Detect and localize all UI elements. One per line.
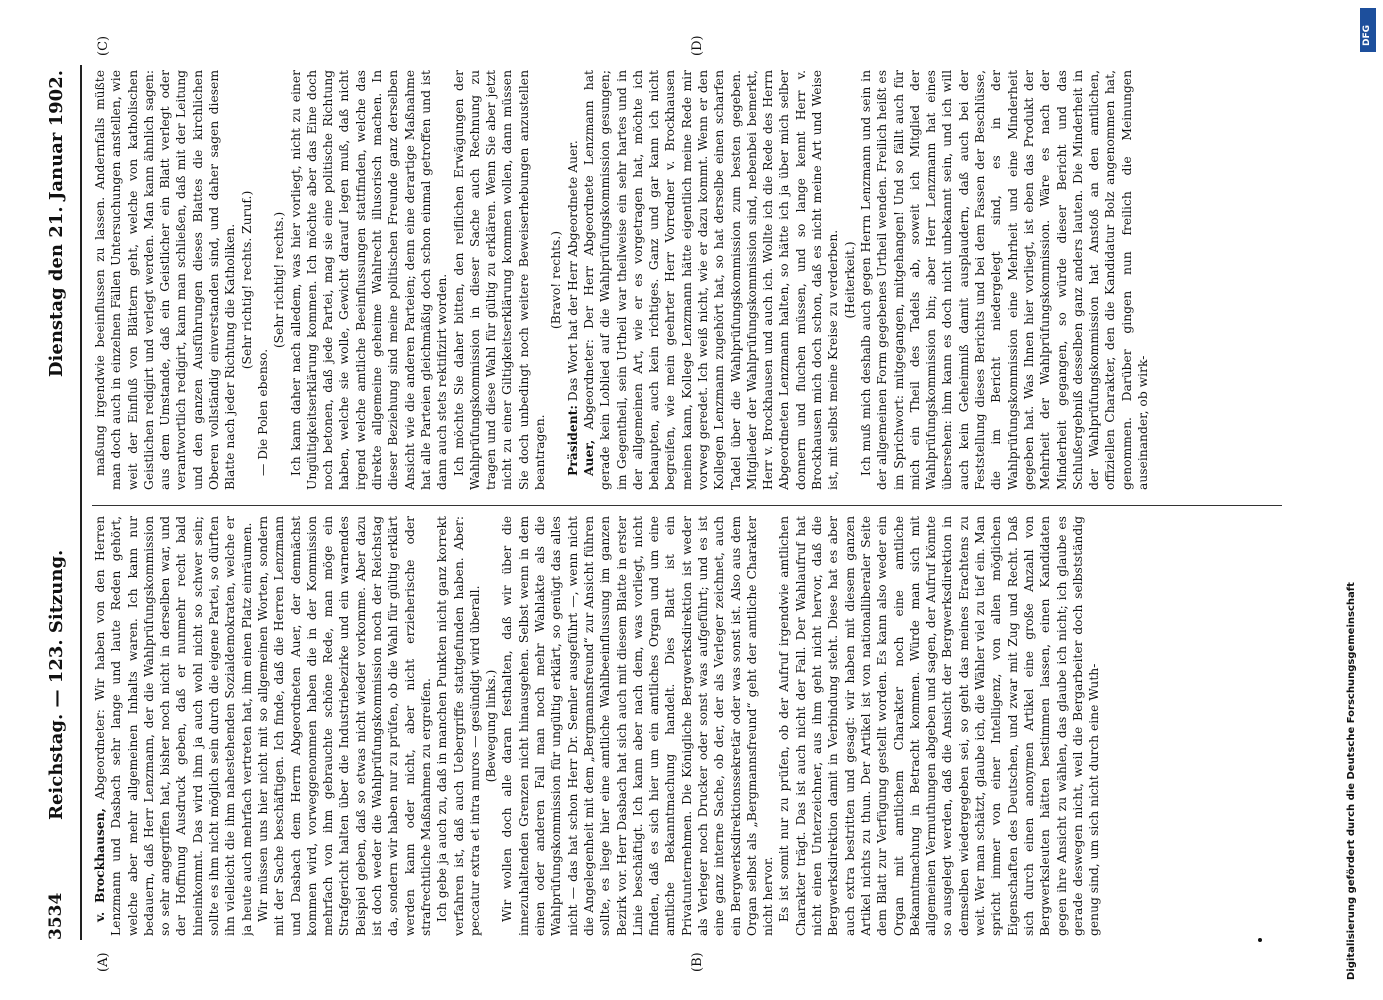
margin-mark-d: (D) <box>690 35 705 56</box>
paragraph <box>239 70 255 490</box>
paragraph-text: — Die Polen ebenso. <box>255 348 270 476</box>
paragraph <box>842 70 858 490</box>
paragraph-text: (Sehr richtig! rechts.) <box>272 211 287 349</box>
paragraph <box>288 70 451 490</box>
paragraph <box>483 516 499 936</box>
margin-mark-a: (A) <box>96 952 111 972</box>
page-number: 3534 <box>46 892 66 940</box>
paragraph <box>255 516 434 936</box>
digitization-credit: Digitalisierung gefördert durch die Deutsche Forschungsgemeinschaft <box>1346 582 1357 980</box>
column-divider <box>92 505 1282 506</box>
paragraph-text: Das Wort hat der Herr Abgeordnete Auer. <box>565 140 580 406</box>
paragraph <box>776 516 1102 936</box>
text-column-right <box>92 70 1292 490</box>
margin-mark-b: (B) <box>690 952 705 972</box>
speaker-name: Auer, <box>580 439 596 476</box>
dfg-logo: DFG <box>1360 8 1376 52</box>
paragraph-text: Ich gebe ja auch zu, daß in manchen Punkten nicht ganz korrekt verfahren ist, daß auch Uebergriffe stattgefunden haben. Aber: peccatur extra et intra muros — gesündigt wird überall. <box>435 516 482 936</box>
paragraph <box>434 516 483 936</box>
paragraph <box>271 70 287 490</box>
text-column-left <box>92 516 1292 936</box>
paragraph-text: (Bewegung links.) <box>484 669 499 783</box>
paragraph <box>255 70 271 490</box>
paragraph <box>548 70 564 490</box>
paragraph-text: Ich muß mich deshalb auch gegen Herrn Lenzmann und sein in der allgemeinen Form gegebenes Urtheil wenden. Freilich heißt es im Sprichwort: mitgegangen, mitgehangen! Und so fällt auch für mich ein Theil des Tadels ab, soweit ich Mitglied der Wahlprüfungskommission bin; aber Herr Lenzmann hat eines übersehen: ihm kann es doch nicht unbekannt sein, und ich will auch kein Geheimniß damit ausplaudern, daß auch bei der Feststellung dieses Berichts und bei dem Fassen der Beschlüsse, die im Bericht niedergelegt sind, es in der Wahlprüfungskommission eine Mehrheit und eine Minderheit gegeben hat. Was Ihnen hier vorliegt, ist eben das Produkt der Mehrheit der Wahlprüfungskommission. Wäre es nach der Minderheit gegangen, so würde dieser Bericht und das Schlußergebniß desselben ganz anders lauten. Die Minderheit in der Wahlprüfungskommission hat Anstoß an den amtlichen, offiziellen Charakter, den die Kandidatur Bolz angenommen hat, genommen. Darüber gingen nun freilich die Meinungen auseinander, ob wirk- <box>858 70 1150 490</box>
paragraph <box>565 70 581 490</box>
paragraph-text: Es ist somit nur zu prüfen, ob der Aufruf irgendwie amtlichen Charakter trägt. Das ist auch nicht der Fall. Der Wahlaufruf hat nicht einen Unterzeichner, aus ihm geht nicht hervor, daß die Bergwerksdirektion damit in Verbindung steht. Diese hat es aber auch extra bestritten und gesagt: wir haben mit diesem ganzen Artikel nichts zu thun. Der Artikel ist von nationalliberaler Seite dem Blatt zur Verfügung gestellt worden. Es kann also weder ein Organ mit amtlichem Charakter noch eine amtliche Bekanntmachung in Betracht kommen. Würde man sich mit allgemeinen Vermuthungen abgeben und sagen, der Aufruf könnte so ausgelegt werden, daß die Ansicht der Bergwerksdirektion in demselben wiedergegeben sei, so geht das meines Erachtens zu weit. Wer man schätzt, glaube ich, die Wähler viel zu tief ein. Man spricht immer von einer Intelligenz, von allen möglichen Eigenschaften des Deutschen, und zwar mit Zug und Recht. Daß sich durch einen anonymen Artikel eine große Anzahl von Bergwerksleuten hätten bestimmen lassen, einen Kandidaten gegen ihre Ansicht zu wählen, das glaube ich nicht; ich glaube es gerade deswegen nicht, weil die Bergarbeiter doch selbstständig genug sind, um sich nicht durch eine Wuth- <box>777 516 1102 936</box>
paragraph <box>581 70 842 490</box>
paragraph-text: Abgeordneter: Der Herr Abgeordnete Lenzmann hat gerade kein Loblied auf die Wahlprüfungskommission gesungen; im Gegentheil, sein Urtheil war theilweise ein sehr hartes und in der allgemeinen Art, wie er es vorgetragen hat, möchte ich behaupten, auch kein richtiges. Ganz und gar kann ich nicht begreifen, wie mein geehrter Herr Vorredner v. Brockhausen meinen kann, Kollege Lenzmann hätte eigentlich meine Rede mir vorweg geredet. Ich weiß nicht, wie er dazu kommt. Wenn er den Kollegen Lenzmann zugehört hat, so hat derselbe einen scharfen Tadel über die Wahlprüfungskommission zum besten gegeben. Mitglieder der Wahlprüfungskommission sind, nebenbei bemerkt, Herr v. Brockhausen und auch ich. Wollte ich die Rede des Herrn Abgeordneten Lenzmann halten, so hätte ich ja über mich selber donnern und fluchen müssen, und so lange kennt Herr v. Brockhausen mich doch schon, daß es nicht meine Art und Weise ist, mit selbst meine Kreise zu verderben. <box>581 70 841 490</box>
session-date: Dienstag den 21. Januar 1902. <box>46 70 67 378</box>
paragraph-text: Wir wollen doch alle daran festhalten, daß wir über die innezuhaltenden Grenzen nicht hinausgehen. Selbst wenn in dem einen oder anderen Fall man noch mehr Wahlakte als die Wahlprüfungskommission für ungültig erklärt, so genügt das alles nicht — das hat schon Herr Dr. Semler ausgeführt —, wenn nicht die Angelegenheit mit dem „Bergmannsfreund“ zur Ansicht führen sollte, es liege hier eine amtliche Wahlbeeinflussung im ganzen Bezirk vor. Herr Dasbach hat sich auch mit diesem Blatte in erster Linie beschäftigt. Ich kann aber nach dem, was vorliegt, nicht finden, daß es sich hier um ein amtliches Organ und um eine amtliche Bekanntmachung handelt. Dies Blatt ist ein Privatunternehmen. Die Königliche Bergwerksdirektion ist weder als Verleger noch Drucker oder sonst was aufgeführt; und es ist eine ganz interne Sache, ob der, der als Verleger zeichnet, auch ein Bergwerksdirektionssekretär oder was sonst ist. Also aus dem Organ selbst als „Bergmannsfreund“ geht der amtliche Charakter nicht hervor. <box>500 516 776 936</box>
paragraph-text: Ich kann daher nach alledem, was hier vorliegt, nicht zu einer Ungültigkeitserklärung kommen. Ich möchte aber das Eine doch noch betonen, daß jede Partei, mag sie eine politische Richtung haben, welche sie wolle, Gewicht darauf legen muß, daß nicht irgend welche amtliche Beeinflussungen stattfinden, welche das direkte allgemeine geheime Wahlrecht illusorisch machen. In dieser Beziehung sind meine politischen Freunde ganz derselben Ansicht wie die anderen Parteien; denn eine derartige Maßnahme hat alle Parteien gleichmäßig doch schon einmal getroffen und ist dann auch stets rektifizirt worden. <box>288 70 450 490</box>
paragraph-text: Abgeordneter: Wir haben von den Herren Lenzmann und Dasbach sehr lange und laute Reden gehört, welche aber mehr allgemeinen Inhalts waren. Ich kann nur bedauern, daß Herr Lenzmann, der die Wahlprüfungskommission so sehr angegriffen hat, bisher noch nicht in derselben war, und der Hoffnung Ausdruck geben, daß er nunmehr recht bald hineinkommt. Das wird ihm ja auch wohl nicht so schwer sein; sollte es ihm nicht möglich sein durch die eigene Partei, so dürften ihn vielleicht die ihm nahestehenden Sozialdemokraten, welche er ja heute auch mehrfach vertreten hat, ihm einen Platz einräumen. <box>93 516 254 936</box>
paragraph <box>499 516 776 936</box>
paragraph-text: (Sehr richtig! rechts. Zuruf.) <box>239 190 254 370</box>
paragraph-text: Ich möchte Sie daher bitten, den reiflichen Erwägungen der Wahlprüfungskommission in dieser Sache auch Rechnung zu tragen und diese Wahl für gültig zu erklären. Wenn Sie aber jetzt nicht zu einer Giltigkeitserklärung kommen wollen, dann müssen Sie doch unbedingt noch weitere Beweiserhebungen anzustellen beantragen. <box>451 70 548 490</box>
paragraph-text: Wir müssen uns hier nicht mit so allgemeinen Worten, sondern mit der Sache beschäftigen. Ich finde, daß die Herren Lenzmann und Dasbach dem Herrn Abgeordneten Auer, der demnächst kommen wird, vorweggenommen haben die in der Kommission mehrfach von ihm gebrauchte schöne Rede, man möge ein Strafgericht halten über die Industriebezirke und ein warnendes Beispiel geben, daß so etwas nicht wieder vorkomme. Aber dazu ist doch weder die Wahlprüfungskommission noch der Reichstag da, sondern wir haben nur zu prüfen, ob die Wahl für gültig erklärt werden kann oder nicht, aber nicht erzieherische oder strafrechtliche Maßnahmen zu ergreifen. <box>255 516 433 936</box>
paragraph-text: maßung irgendwie beeinflussen zu lassen. Andernfalls müßte man doch auch in einzelnen Fällen Untersuchungen anstellen, wie weit der Einfluß von Blättern geht, welche von katholischen Geistlichen redigirt und verlegt werden. Man kann ähnlich sagen: aus dem Umstande, daß ein Geistlicher ein Blatt verlegt oder verantwortlich redigirt, kann man schließen, daß mit der Leitung und den ganzen Ausführungen dieses Blattes die kirchlichen Oberen vollständig einverstanden sind, und daher sagen diesem Blatte nach jeder Richtung die Katholiken. <box>93 70 238 490</box>
paragraph <box>92 516 255 936</box>
header-rule <box>80 65 82 940</box>
paragraph <box>858 70 1151 490</box>
page-header <box>44 70 74 940</box>
speaker-name: Präsident: <box>564 405 580 476</box>
paragraph <box>451 70 549 490</box>
speaker-name: v. Brockhausen, <box>92 808 107 922</box>
paragraph-text: (Heiterkeit.) <box>842 241 857 319</box>
paragraph <box>92 70 239 490</box>
margin-mark-c: (C) <box>96 35 111 56</box>
session-title: Reichstag. — 123. Sitzung. <box>46 549 67 820</box>
paragraph-text: (Bravo! rechts.) <box>549 230 564 330</box>
scan-speck <box>1258 938 1262 942</box>
